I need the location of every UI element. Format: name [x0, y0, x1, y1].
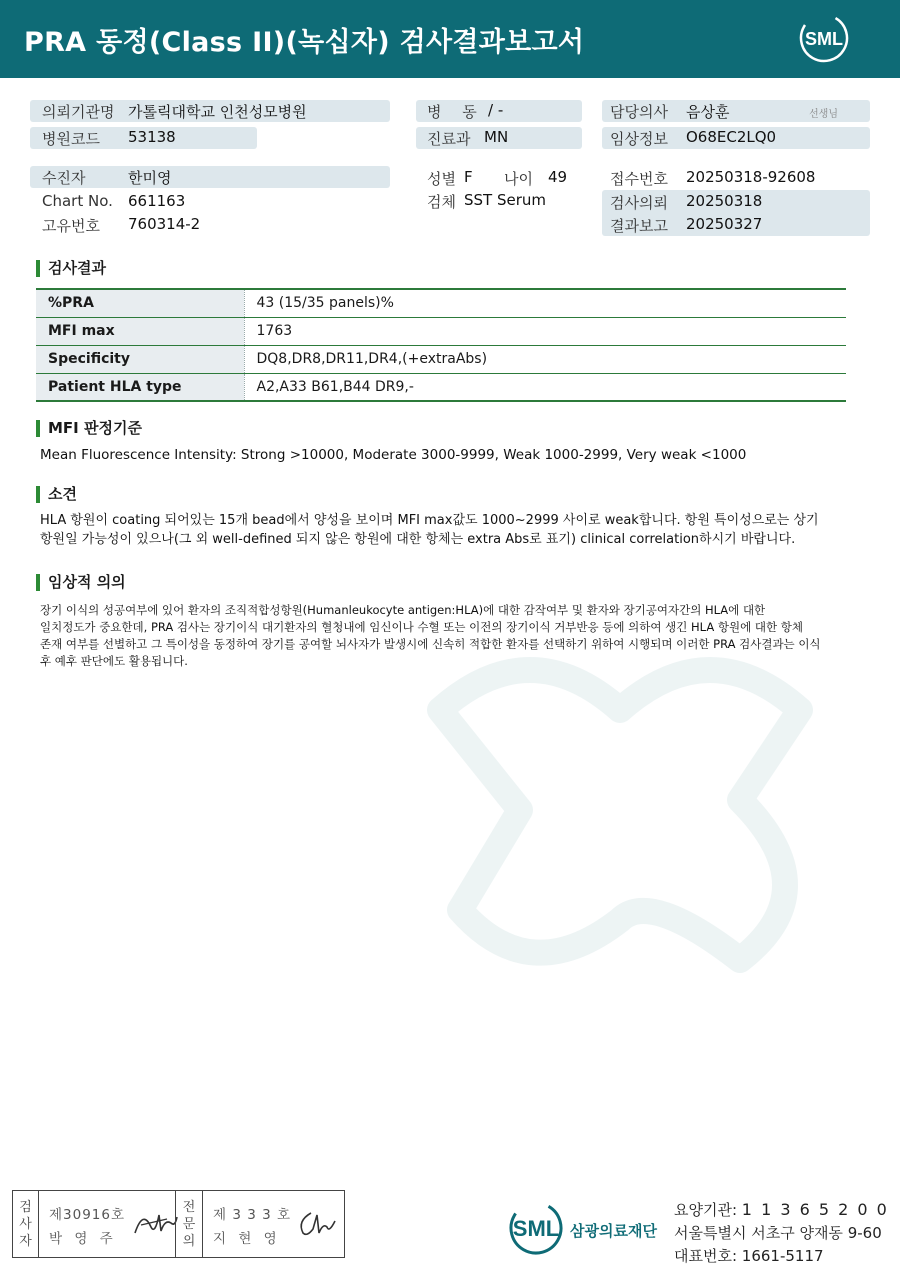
doctor-value: 음상훈 — [686, 103, 730, 121]
report-value: 20250327 — [686, 215, 763, 233]
institution-no-value: 1 1 3 6 5 2 0 0 — [741, 1200, 889, 1219]
findings-section-title: 소견 — [36, 486, 77, 503]
department-label: 진료과 — [427, 130, 471, 148]
clinical-value: O68EC2LQ0 — [686, 128, 777, 146]
phone-label: 대표번호: — [674, 1247, 738, 1265]
footer-address: 서울특별시 서초구 양재동 9-60 — [674, 1224, 882, 1242]
mfi-section-title: MFI 판정기준 — [36, 420, 142, 437]
report-label: 결과보고 — [610, 217, 668, 235]
result-value: 1763 — [244, 317, 846, 345]
result-value: DQ8,DR8,DR11,DR4,(+extraAbs) — [244, 345, 846, 373]
significance-line: 후 예후 판단에도 활용됩니다. — [40, 654, 188, 668]
examiner-signature-icon — [131, 1205, 181, 1239]
results-table — [36, 288, 846, 402]
result-key: Specificity — [36, 345, 244, 373]
result-key: %PRA — [36, 289, 244, 317]
specimen-label: 검체 — [427, 193, 456, 211]
doctor-suffix: 선생님 — [809, 109, 838, 120]
doctor-label: 담당의사 — [610, 103, 668, 121]
result-value: A2,A33 B61,B44 DR9,- — [244, 373, 846, 401]
specialist-label-column — [175, 1191, 203, 1257]
examiner-number: 제30916호 — [49, 1207, 126, 1223]
institution-no-label: 요양기관: — [674, 1201, 738, 1219]
table-row — [36, 373, 846, 401]
footer-institution-no — [674, 1199, 889, 1220]
age-label: 나이 — [504, 170, 533, 188]
uid-value: 760314-2 — [128, 215, 201, 233]
department-value: MN — [484, 128, 509, 146]
ward-value: / - — [488, 101, 504, 119]
sex-value: F — [464, 168, 473, 186]
patient-label: 수진자 — [42, 169, 86, 187]
uid-label: 고유번호 — [42, 217, 100, 235]
institution-value: 가톨릭대학교 인천성모병원 — [128, 103, 307, 121]
chart-label: Chart No. — [42, 192, 113, 210]
footer-logo — [508, 1200, 668, 1264]
clinical-label: 임상정보 — [610, 130, 668, 148]
institution-label: 의뢰기관명 — [42, 103, 115, 121]
ward-label: 병 동 — [427, 103, 485, 121]
sml-logo-icon — [796, 12, 852, 64]
age-value: 49 — [548, 168, 568, 186]
mfi-text: Mean Fluorescence Intensity: Strong >10000, Moderate 3000-9999, Weak 1000-2999, Very weak <1000 — [40, 447, 747, 463]
signature-box — [12, 1190, 345, 1258]
footer-phone — [674, 1245, 824, 1266]
request-value: 20250318 — [686, 192, 763, 210]
significance-line: 일치정도가 중요한데, PRA 검사는 장기이식 대기환자의 혈청내에 임신이나 수혈 또는 이전의 장기이식 거부반응 등에 의하여 생긴 HLA 항원에 대한 항체 — [40, 620, 803, 634]
findings-line: 항원일 가능성이 있으나(그 외 well-defined 되지 않은 항원에 대한 항체는 extra Abs로 표기) clinical correlation하시기 바랍니다. — [40, 532, 796, 547]
footer-org-name: 삼광의료재단 — [570, 1222, 657, 1240]
hospital-code-value: 53138 — [128, 128, 176, 146]
examiner-label: 검 사 자 — [19, 1200, 32, 1249]
patient-value: 한미영 — [128, 169, 172, 187]
chart-value: 661163 — [128, 192, 186, 210]
specialist-label: 전 문 의 — [182, 1200, 196, 1249]
report-title: PRA 동정(Class II)(녹십자) 검사결과보고서 — [24, 27, 585, 58]
examiner-name: 박 영 주 — [49, 1231, 117, 1247]
results-section-title: 검사결과 — [36, 260, 106, 277]
significance-text — [40, 602, 850, 670]
sex-label: 성별 — [427, 170, 456, 188]
table-row — [36, 345, 846, 373]
examiner-label-column — [13, 1191, 39, 1257]
significance-line: 장기 이식의 성공여부에 있어 환자의 조직적합성항원(Humanleukocyte antigen:HLA)에 대한 감작여부 및 환자와 장기공여자간의 HLA에 대한 — [40, 603, 766, 617]
receipt-value: 20250318-92608 — [686, 168, 816, 186]
result-value: 43 (15/35 panels)% — [244, 289, 846, 317]
findings-line: HLA 항원이 coating 되어있는 15개 bead에서 양성을 보이며 MFI max값도 1000~2999 사이로 weak합니다. 항원 특이성으로는 상기 — [40, 513, 819, 528]
result-key: Patient HLA type — [36, 373, 244, 401]
specialist-number: 제 3 3 3 호 — [213, 1207, 292, 1223]
significance-line: 존재 여부를 선별하고 그 특이성을 동정하여 장기를 공여할 뇌사자가 발생시에 신속히 적합한 환자를 선택하기 위하여 시행되며 이러한 PRA 검사결과는 이식 — [40, 637, 821, 651]
report-header — [0, 0, 900, 78]
footer-logo-text: SML — [512, 1216, 560, 1241]
phone-value: 1661-5117 — [741, 1247, 824, 1265]
specimen-value: SST Serum — [464, 191, 547, 209]
hospital-code-label: 병원코드 — [42, 130, 100, 148]
table-row — [36, 317, 846, 345]
findings-text — [40, 511, 850, 549]
specialist-signature-icon — [295, 1207, 341, 1241]
table-row — [36, 289, 846, 317]
footer-sml-logo-icon — [508, 1200, 668, 1260]
significance-section-title: 임상적 의의 — [36, 574, 126, 591]
result-key: MFI max — [36, 317, 244, 345]
header-logo-text: SML — [805, 29, 843, 49]
request-label: 검사의뢰 — [610, 194, 668, 212]
specialist-name: 지 현 영 — [213, 1231, 281, 1247]
receipt-label: 접수번호 — [610, 170, 668, 188]
